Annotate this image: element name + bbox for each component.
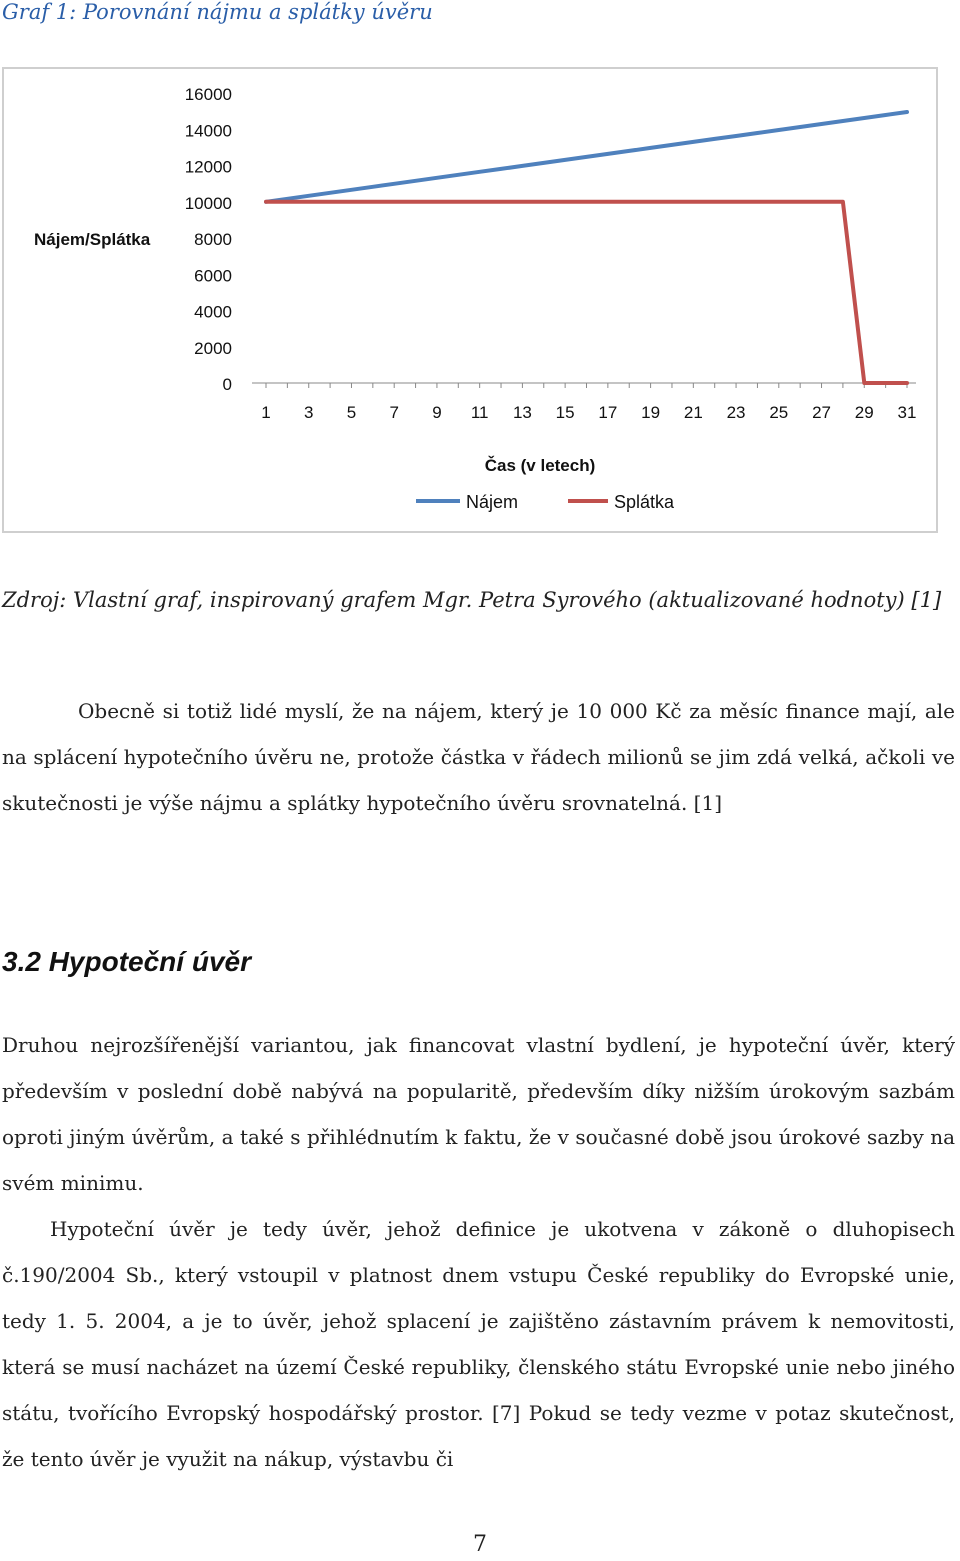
x-tick-label: 21	[683, 403, 703, 422]
x-tick-label: 5	[346, 403, 357, 422]
series-line-splatka	[266, 202, 907, 383]
chart-svg	[4, 69, 940, 535]
paragraph-1: Obecně si totiž lidé myslí, že na nájem, který je 10 000 Kč za měsíc finance mají, ale na splácení hypotečního úvěru ne, protože částka v řádech milionů se jim zdá velká, ačkoli ve skutečnosti je výše nájmu a splátky hypotečního úvěru srovnatelná. [1]	[2, 699, 955, 815]
section-heading: 3.2 Hypoteční úvěr	[2, 946, 251, 977]
y-tick-label: 8000	[194, 230, 232, 249]
y-tick-label: 10000	[184, 193, 232, 213]
y-tick-label: 4000	[194, 302, 232, 322]
y-tick-label: 12000	[184, 157, 232, 177]
x-tick-label: 11	[470, 403, 489, 422]
x-tick-label: 27	[812, 403, 831, 422]
x-tick-label: 1	[261, 403, 271, 422]
y-tick-label: 2000	[194, 338, 232, 358]
y-tick-label: 14000	[184, 121, 232, 141]
y-tick-label: 16000	[184, 85, 232, 104]
x-tick-label: 23	[726, 403, 746, 422]
x-tick-label: 15	[555, 403, 575, 422]
series-line-najem	[266, 112, 907, 202]
line-chart	[2, 67, 938, 533]
x-tick-label: 3	[303, 403, 314, 422]
x-tick-label: 7	[389, 403, 399, 422]
paragraph-3: Hypoteční úvěr je tedy úvěr, jehož definice je ukotvena v zákoně o dluhopisech č.190/2004 Sb., který vstoupil v platnost dnem vstupu České republiky do Evropské unie, tedy 1. 5. 2004, a je to úvěr, jehož splacení je zajištěno zástavním právem k nemovitosti, která se musí nacházet na území České republiky, členského státu Evropské unie nebo jiného státu, tvořícího Evropský hospodářský prostor. [7] Pokud se tedy vezme v potaz skutečnost, že tento úvěr je využit na nákup, výstavbu či	[2, 1217, 955, 1471]
x-tick-label: 29	[854, 403, 874, 422]
y-axis-label: Nájem/Splátka	[34, 230, 151, 249]
y-tick-label: 0	[222, 375, 232, 394]
x-axis-label: Čas (v letech)	[484, 456, 596, 475]
x-tick-label: 17	[598, 403, 618, 422]
figure-caption: Graf 1: Porovnání nájmu a splátky úvěru	[2, 0, 433, 24]
paragraph-2: Druhou nejrozšířenější variantou, jak financovat vlastní bydlení, je hypoteční úvěr, který především v poslední době nabývá na popularitě, především díky nižším úrokovým sazbám oproti jiným úvěrům, a také s přihlédnutím k faktu, že v současné době jsou úrokové sazby na svém minimu.	[2, 1033, 955, 1195]
x-tick-label: 25	[769, 403, 789, 422]
x-tick-label: 13	[512, 403, 532, 422]
legend-label: Splátka	[614, 492, 675, 512]
page-number: 7	[473, 1532, 487, 1557]
x-tick-label: 19	[641, 403, 661, 422]
figure-source: Zdroj: Vlastní graf, inspirovaný grafem Mgr. Petra Syrového (aktualizované hodnoty) [1]	[2, 588, 942, 612]
x-tick-label: 9	[432, 403, 442, 422]
x-tick-label: 31	[897, 403, 917, 422]
legend-label: Nájem	[466, 492, 519, 512]
y-tick-label: 6000	[194, 266, 232, 286]
